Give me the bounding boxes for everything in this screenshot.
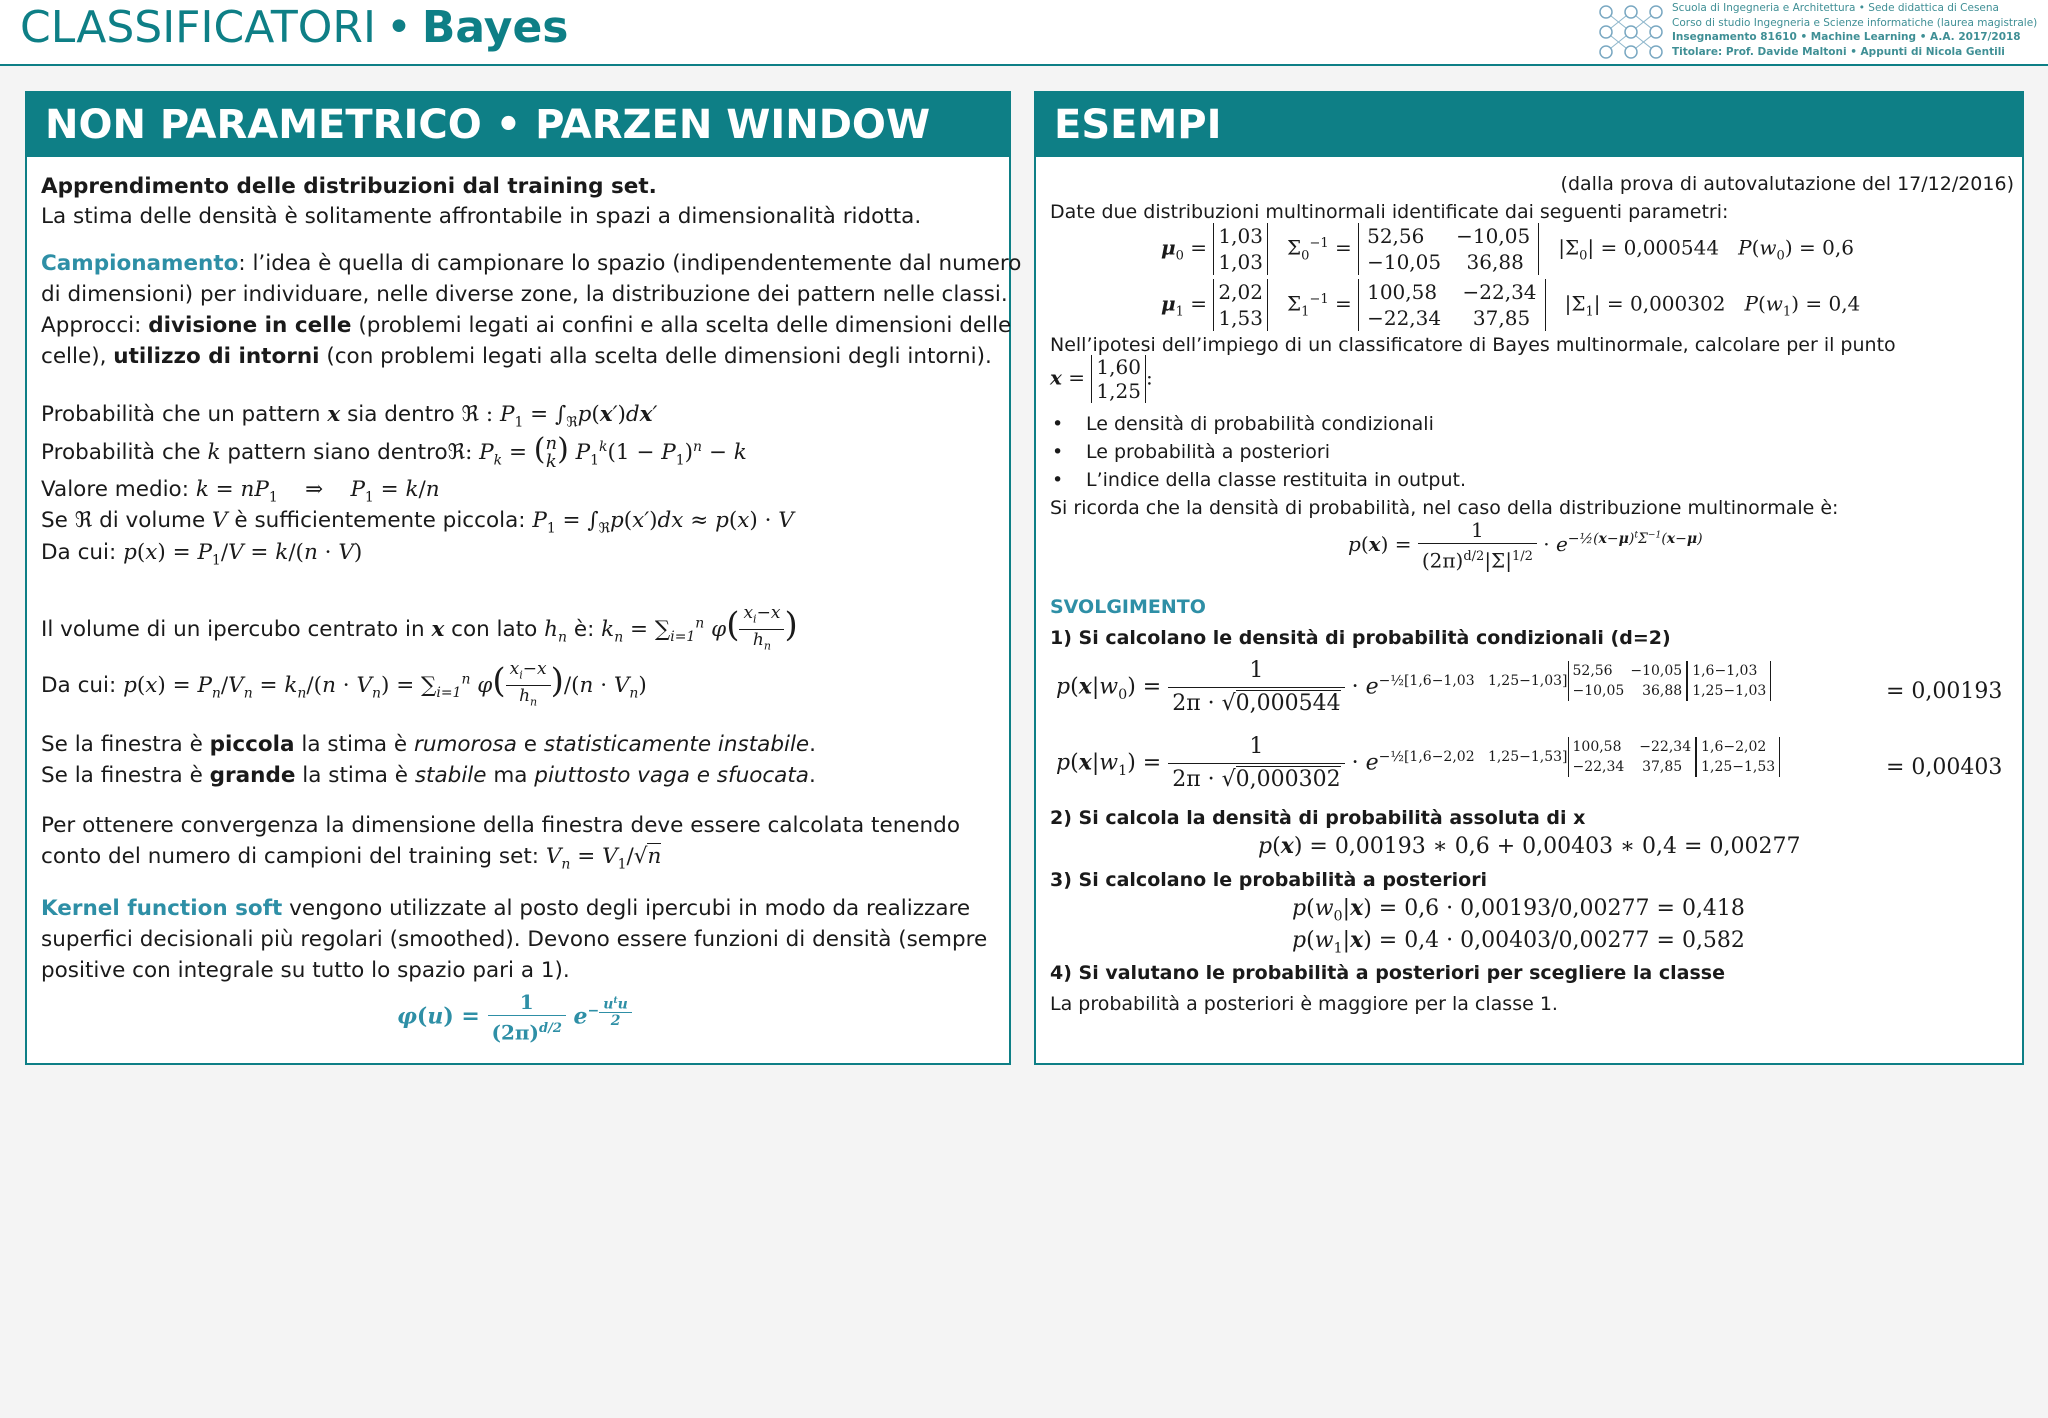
title-main: Bayes — [421, 2, 569, 53]
examples-card — [1034, 91, 2024, 1065]
top-bar — [0, 0, 2048, 66]
hypothesis-line: Nell’ipotesi dell’impiego di un classificatore di Bayes multinormale, calcolare per il punto — [1050, 334, 1896, 356]
card-title: ESEMPI — [1036, 93, 2022, 157]
task-bullet: • L’indice della classe restituita in output. — [1086, 466, 1466, 494]
result-w1: = 0,00403 — [1886, 755, 2003, 780]
da-cui-1: Da cui: $p(x) = P_1/V = k/(n \cdot V)$ — [41, 540, 363, 569]
intro-text: La stima delle densità è solitamente affrontabile in spazi a dimensionalità ridotta. — [41, 204, 922, 229]
school-line: Scuola di Ingegneria e Architettura • Sede didattica di Cesena — [1672, 2, 1999, 14]
school-info — [1672, 1, 2037, 59]
kernel-formula: φ(u) = $\frac{1}{(2\pi)^{d/2}}$ $e^{- \frac{u^tu}{2}}$ — [397, 989, 632, 1046]
task-bullet: • Le densità di probabilità condizionali — [1086, 410, 1434, 438]
intro-line: Date due distribuzioni multinormali identificate dai seguenti parametri: — [1050, 201, 1729, 223]
window-large: Se la finestra è grande la stima è stabile ma piuttosto vaga e sfuocata. — [41, 763, 816, 788]
parzen-window-card — [25, 91, 1022, 1065]
conditional-density-w0: $p(x|w_0)$ = $\frac{1}{2\pi \cdot √0,000544}$ · $e^{-\frac{1}{2}[1,6-1,03 1,25-1,03] 52,56 -10,05 -10,05 36,88 1,6-1,03 1,25-1,03}$ — [1056, 655, 1771, 720]
conditional-density-w1: $p(x|w_1)$ = $\frac{1}{2\pi \cdot √0,000302}$ · $e^{-\frac{1}{2}[1,6-2,02 1,25-1,53] 100,58 -22,34 -22,34 37,85 1,6-2,02 1,25-1,53}$ — [1056, 731, 1780, 796]
params-class-0: $\mu_0$ = 1,03 1,03 $\Sigma_0^{-1}$ = 52,56 −10,05 −10,05 36,88 $|\Sigma_0| = 0,000544$ $P(w_0) = 0,6$ — [1161, 224, 1854, 274]
svolgimento-heading: SVOLGIMENTO — [1050, 596, 1206, 618]
posterior-w1: $p(w_1|x) = 0,4 \cdot 0,00403/0,00277 = 0,582$ — [1292, 927, 1745, 957]
result-w0: = 0,00193 — [1886, 679, 2003, 704]
convergence-line-2: conto del numero di campioni del training set: $V_n = V_1/√n$ — [41, 844, 662, 873]
intro-heading: Apprendimento delle distribuzioni dal training set. — [41, 174, 657, 199]
task-bullet: • Le probabilità a posteriori — [1086, 438, 1330, 466]
campionamento-line-4: celle), utilizzo di intorni (con problemi legati alla scelta delle dimensioni degli intorni). — [41, 344, 992, 369]
absolute-density: p(x) = 0,00193 ∗ 0,6 + 0,00403 ∗ 0,4 = 0,00277 — [1258, 833, 1801, 859]
step-3: 3) Si calcolano le probabilità a posteriori — [1050, 869, 1488, 891]
multinormal-density-formula: p(x) = $\frac{1}{(2\pi)^{d/2}|\Sigma|^{1/2}}$ · $e^{-\frac{1}{2}(x-\mu)^t\Sigma^{-1}(x-\mu)}$ — [1348, 518, 1703, 573]
prob-k-patterns: Probabilità che k pattern siano dentroℜ: $P_k$ = ( n k ) $P_1^k(1 - P_1)^n - k$ — [41, 432, 747, 473]
params-class-1: $\mu_1$ = 2,02 1,53 $\Sigma_1^{-1}$ = 100,58 −22,34 −22,34 37,85 $|\Sigma_1| = 0,000302$ $P(w_1) = 0,4$ — [1161, 280, 1861, 330]
small-volume: Se ℜ di volume V è sufficientemente piccola: $P_1 = \int_ℜp(x')dx \approx p(x) \cdot V$ — [41, 508, 794, 537]
mean-value: Valore medio: $k = nP_1$ ⇒ $P_1 = k/n$ — [41, 477, 440, 506]
step-2: 2) Si calcola la densità di probabilità assoluta di x — [1050, 807, 1586, 829]
step-1: 1) Si calcolano le densità di probabilità condizionali (d=2) — [1050, 627, 1671, 649]
card-title: NON PARAMETRICO • PARZEN WINDOW — [27, 93, 1009, 157]
conclusion: La probabilità a posteriori è maggiore per la classe 1. — [1050, 993, 1558, 1015]
campionamento-line-3: Approcci: divisione in celle (problemi legati ai confini e alla scelta delle dimensioni delle — [41, 313, 1012, 338]
title-prefix: CLASSIFICATORI — [20, 2, 376, 53]
kernel-line-3: positive con integrale su tutto lo spazio pari a 1). — [41, 958, 570, 983]
page-title — [20, 2, 568, 53]
kernel-line-2: superfici decisionali più regolari (smoothed). Devono essere funzioni di densità (sempre — [41, 927, 988, 952]
window-small: Se la finestra è piccola la stima è rumorosa e statisticamente instabile. — [41, 732, 816, 757]
school-line: Corso di studio Ingegneria e Scienze informatiche (laurea magistrale) — [1672, 16, 2038, 29]
reminder-line: Si ricorda che la densità di probabilità, nel caso della distribuzione multinormale è: — [1050, 497, 1839, 519]
school-line: Titolare: Prof. Davide Maltoni • Appunti di Nicola Gentili — [1672, 45, 2005, 58]
posterior-w0: $p(w_0|x) = 0,6 \cdot 0,00193/0,00277 = 0,418$ — [1292, 895, 1745, 925]
da-cui-2: Da cui: $p(x) = P_n/V_n = k_n/(n \cdot V_n) = \sum_{i=1}^n$ φ( $\frac{x_i-x}{h_n}$ )$/(n \cdot V_n)$ — [41, 659, 647, 709]
kernel-line-1: Kernel function soft vengono utilizzate al posto degli ipercubi in modo da realizzare — [41, 896, 971, 921]
university-logo-icon — [1598, 2, 1664, 62]
campionamento-line-1: Campionamento: l’idea è quella di campionare lo spazio (indipendentemente dal numero — [41, 251, 1022, 276]
campionamento-line-2: di dimensioni) per individuare, nelle diverse zone, la distribuzione dei pattern nelle classi. — [41, 282, 1008, 307]
title-separator: • — [385, 2, 412, 53]
source-note: (dalla prova di autovalutazione del 17/12/2016) — [1560, 173, 2014, 195]
step-4: 4) Si valutano le probabilità a posteriori per scegliere la classe — [1050, 962, 1725, 984]
hypercube-volume: Il volume di un ipercubo centrato in x con lato $h_n$ è: $k_n = \sum_{i=1}^n$ φ( $\frac{x_i-x}{h_n}$ ) — [41, 603, 798, 653]
convergence-line-1: Per ottenere convergenza la dimensione della finestra deve essere calcolata tenendo — [41, 813, 960, 838]
prob-pattern-inside: Probabilità che un pattern x sia dentro ℜ : $P_1 = \int_ℜp(x')dx'$ — [41, 402, 658, 431]
school-line: Insegnamento 81610 • Machine Learning • A.A. 2017/2018 — [1672, 31, 2021, 43]
point-x: x = 1,60 1,25 : — [1050, 355, 1153, 403]
